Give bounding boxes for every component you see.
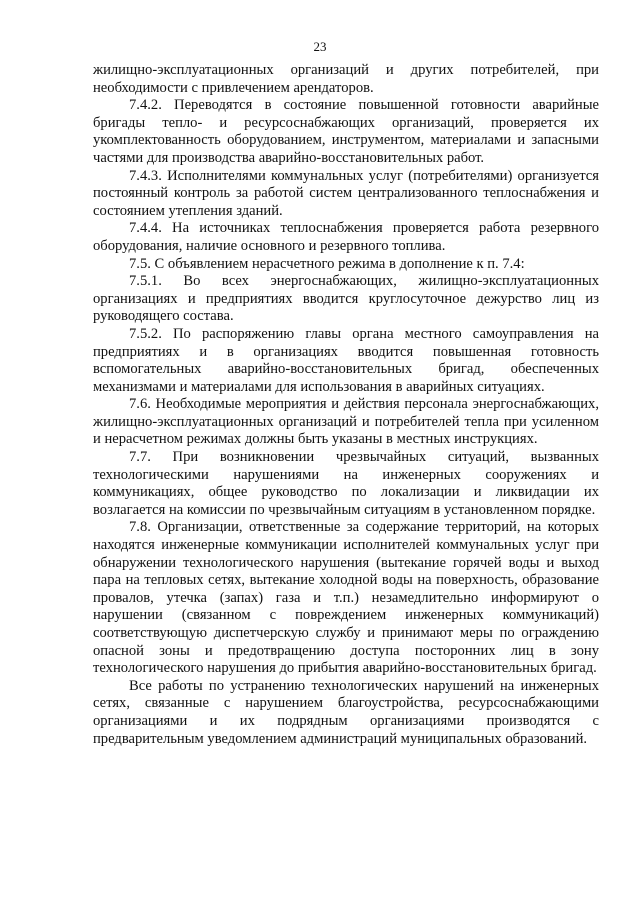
paragraph-continuation: жилищно-эксплуатационных организаций и других потребителей, при необходимости с привлечением арендаторов.: [93, 62, 599, 96]
page-number: 23: [313, 39, 327, 54]
paragraph-7-4-3: 7.4.3. Исполнителями коммунальных услуг (потребителями) организуется постоянный контроль за работой систем централизованного теплоснабжения и состоянием утепления зданий.: [93, 167, 599, 219]
paragraph-7-5: 7.5. С объявлением нерасчетного режима в дополнение к п. 7.4:: [129, 255, 525, 272]
paragraph-7-5-2: 7.5.2. По распоряжению главы органа местного самоуправления на предприятиях и в организациях вводится повышенная готовность вспомогательных аварийно-восстановительных бригад, обеспеченных механизмами и материалами для использования в аварийных ситуациях.: [93, 325, 599, 395]
paragraph-7-6: 7.6. Необходимые мероприятия и действия персонала энергоснабжающих, жилищно-эксплуатационных организаций и потребителей тепла при усиленном и нерасчетном режимах должны быть указаны в местных инструкциях.: [93, 396, 599, 448]
paragraph-repair-works: Все работы по устранению технологических нарушений на инженерных сетях, связанные с нарушением благоустройства, ресурсоснабжающими организациями и их подрядным организациями производятся с предварительным уведомлением администраций муниципальных образований.: [93, 677, 599, 747]
paragraph-7-5-1: 7.5.1. Во всех энергоснабжающих, жилищно-эксплуатационных организациях и предприятиях вводится круглосуточное дежурство лиц из руководящего состава.: [93, 273, 599, 325]
paragraph-7-8: 7.8. Организации, ответственные за содержание территорий, на которых находятся инженерные коммуникации исполнителей коммунальных услуг при обнаружении технологического нарушения (вытекание горячей воды и выход пара на тепловых сетях, вытекание холодной воды на поверхность, образование провалов, утечка (запах) газа и т.п.) незамедлительно информируют о нарушении (связанном с повреждением инженерных коммуникаций) соответствующую диспетчерскую службу и принимают меры по ограждению опасной зоны и предотвращению доступа посторонних лиц в зону технологического нарушения до прибытия аварийно-восстановительных бригад.: [93, 519, 599, 677]
paragraph-7-4-4: 7.4.4. На источниках теплоснабжения проверяется работа резервного оборудования, наличие основного и резервного топлива.: [93, 220, 599, 254]
paragraph-7-4-2: 7.4.2. Переводятся в состояние повышенной готовности аварийные бригады тепло- и ресурсоснабжающих организаций, проверяется их укомплектованность оборудованием, инструментом, материалами и запасными частями для производства аварийно-восстановительных работ.: [93, 97, 599, 166]
paragraph-7-7: 7.7. При возникновении чрезвычайных ситуаций, вызванных технологическими нарушениями на инженерных сооружениях и коммуникациях, общее руководство по локализации и ликвидации их возлагается на комиссии по чрезвычайным ситуациям в установленном порядке.: [93, 449, 599, 518]
document-body: [93, 62, 599, 748]
